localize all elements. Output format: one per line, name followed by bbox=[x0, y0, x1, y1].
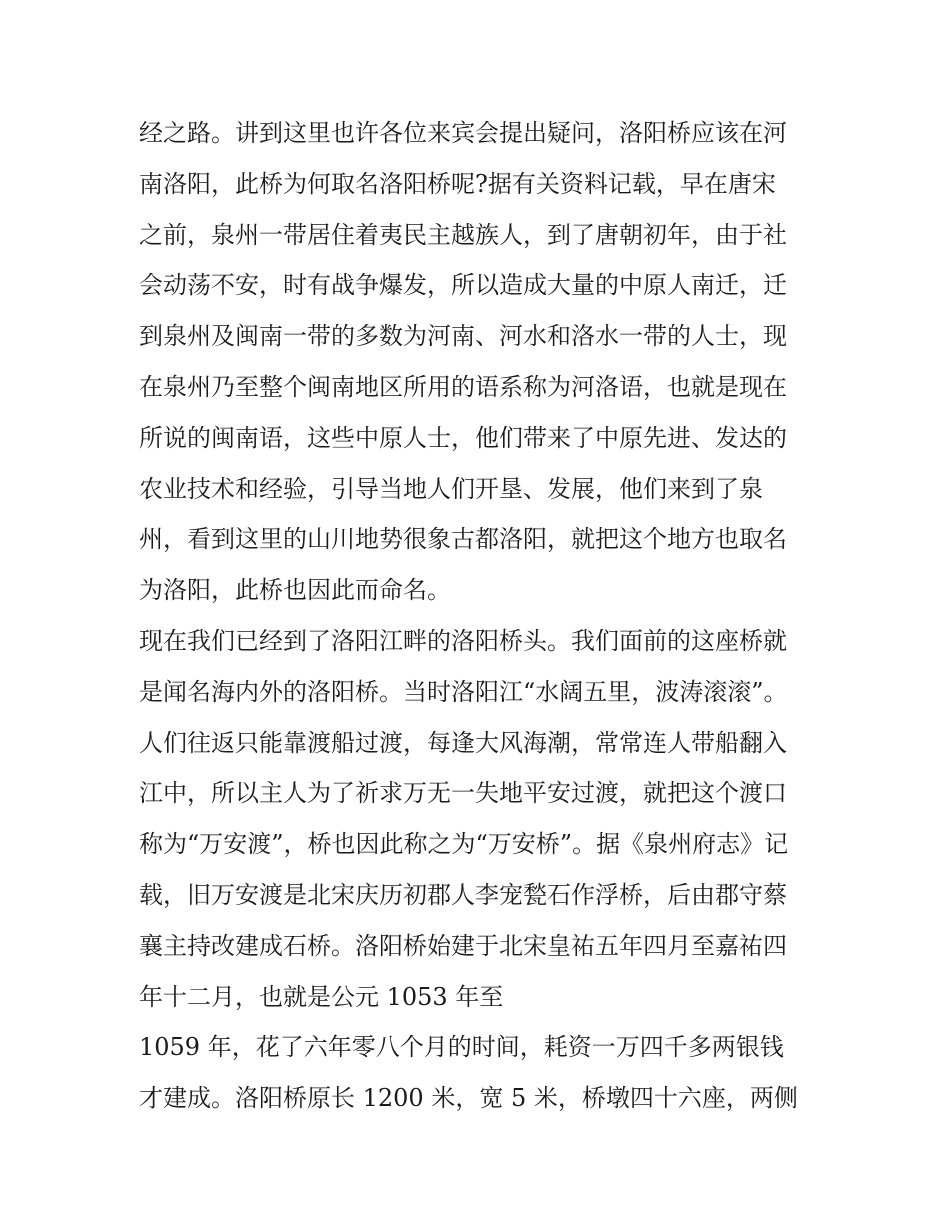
text-line-10: 为洛阳，此桥也因此而命名。 bbox=[139, 576, 451, 605]
text-line-8: 农业技术和经验，引导当地人们开垦、发展，他们来到了泉 bbox=[139, 474, 763, 503]
text-line-2: 南洛阳，此桥为何取名洛阳桥呢?据有关资料记载，早在唐宋 bbox=[139, 169, 776, 198]
text-line-7: 所说的闽南语，这些中原人士，他们带来了中原先进、发达的 bbox=[139, 423, 787, 452]
body-text bbox=[139, 108, 819, 1124]
text-line-18: 年十二月，也就是公元 1053 年至 bbox=[139, 982, 504, 1011]
text-line-12: 是闻名海内外的洛阳桥。当时洛阳江“水阔五里，波涛滚滚”。 bbox=[139, 677, 788, 706]
text-line-16: 载，旧万安渡是北宋庆历初郡人李宠甃石作浮桥，后由郡守蔡 bbox=[139, 880, 787, 909]
text-line-13: 人们往返只能靠渡船过渡，每逢大风海潮，常常连人带船翻入 bbox=[139, 728, 787, 757]
text-line-5: 到泉州及闽南一带的多数为河南、河水和洛水一带的人士，现 bbox=[139, 322, 787, 351]
text-line-20: 才建成。洛阳桥原长 1200 米，宽 5 米，桥墩四十六座，两侧 bbox=[139, 1084, 798, 1113]
text-line-6: 在泉州乃至整个闽南地区所用的语系称为河洛语，也就是现在 bbox=[139, 372, 787, 401]
text-line-9: 州，看到这里的山川地势很象古都洛阳，就把这个地方也取名 bbox=[139, 525, 787, 554]
text-line-19: 1059 年，花了六年零八个月的时间，耗资一万四千多两银钱 bbox=[139, 1033, 784, 1062]
text-line-17: 襄主持改建成石桥。洛阳桥始建于北宋皇祐五年四月至嘉祐四 bbox=[139, 931, 787, 960]
text-line-11: 现在我们已经到了洛阳江畔的洛阳桥头。我们面前的这座桥就 bbox=[139, 626, 787, 655]
text-line-1: 经之路。讲到这里也许各位来宾会提出疑问，洛阳桥应该在河 bbox=[139, 119, 787, 147]
text-line-15: 称为“万安渡”，桥也因此称之为“万安桥”。据《泉州府志》记 bbox=[139, 830, 789, 859]
text-line-4: 会动荡不安，时有战争爆发，所以造成大量的中原人南迁，迁 bbox=[139, 271, 787, 300]
text-line-3: 之前，泉州一带居住着夷民主越族人，到了唐朝初年，由于社 bbox=[139, 220, 787, 249]
text-line-14: 江中，所以主人为了祈求万无一失地平安过渡，就把这个渡口 bbox=[139, 779, 787, 808]
